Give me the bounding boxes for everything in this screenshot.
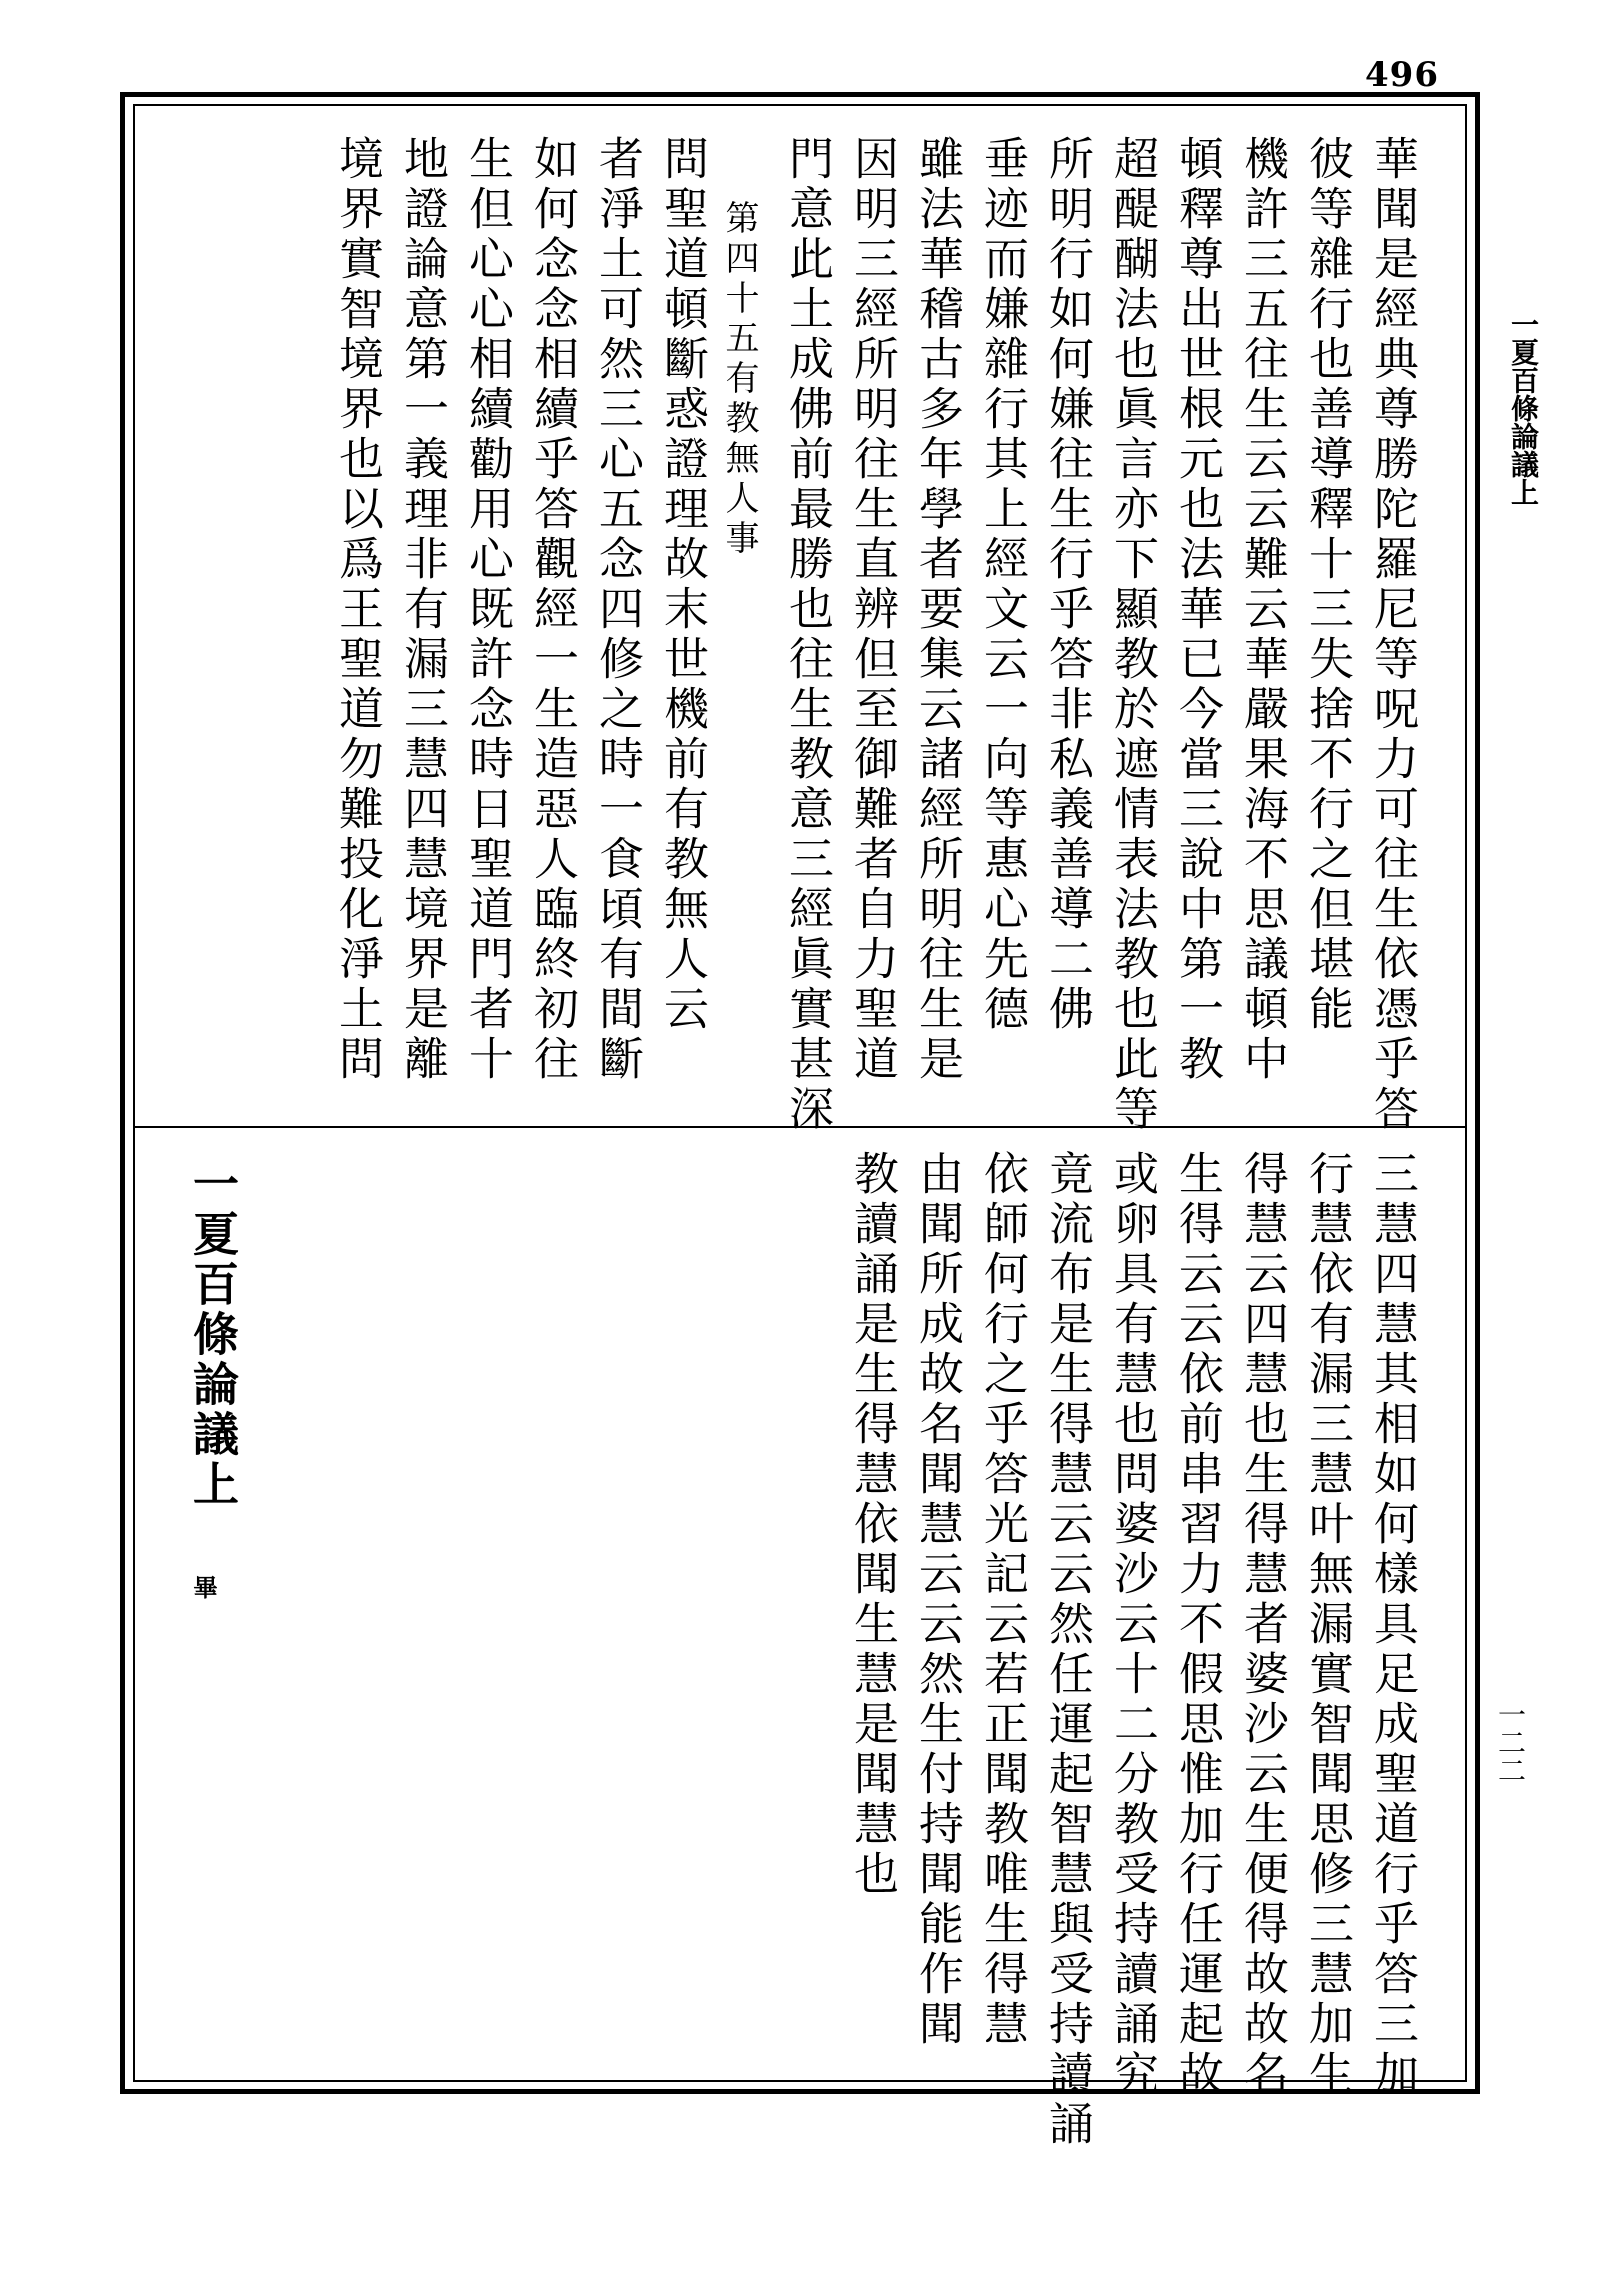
section-heading: 第四十五有教無人事 <box>719 200 759 560</box>
upper-column: 問聖道頓斷惑證理故末世機前有教無人云 <box>656 135 709 1035</box>
gutter-title: 一夏百條論議上 <box>1507 310 1540 506</box>
gutter-folio: 一二二 <box>1494 1700 1527 1784</box>
lower-column: 得慧云四慧也生得慧者婆沙云生便得故故名 <box>1236 1150 1289 2100</box>
upper-column: 生但心心相續勸用心既許念時日聖道門者十 <box>461 135 514 1085</box>
upper-column: 垂迹而嫌雜行其上經文云一向等惠心先德 <box>976 135 1029 1035</box>
upper-column: 者淨土可然三心五念四修之時一食頃有間斷 <box>591 135 644 1085</box>
lower-column: 依師何行之乎答光記云若正聞教唯生得慧 <box>976 1150 1029 2050</box>
page-number: 496 <box>1365 55 1439 95</box>
upper-column: 華聞是經典尊勝陀羅尼等呪力可往生依憑乎答 <box>1366 135 1419 1135</box>
lower-column: 由聞所成故名聞慧云云然生付持聞能作聞 <box>911 1150 964 2050</box>
upper-column: 頓釋尊出世根元也法華已今當三說中第一教 <box>1171 135 1224 1085</box>
upper-column: 所明行如何嫌往生行乎答非私義善導二佛 <box>1041 135 1094 1035</box>
lower-column: 行慧依有漏三慧叶無漏實智聞思修三慧加生 <box>1301 1150 1354 2100</box>
lower-column: 三慧四慧其相如何樣具足成聖道行乎答三加 <box>1366 1150 1419 2100</box>
lower-column: 生得云云依前串習力不假思惟加行任運起故 <box>1171 1150 1224 2100</box>
upper-column: 超醍醐法也眞言亦下顯教於遮情表法教也此等 <box>1106 135 1159 1135</box>
upper-column: 境界實智境界也以爲王聖道勿難投化淨土問 <box>331 135 384 1085</box>
upper-column: 地證論意第一義理非有漏三慧四慧境界是離 <box>396 135 449 1085</box>
lower-column: 或卵具有慧也問婆沙云十二分教受持讀誦究 <box>1106 1150 1159 2100</box>
lower-column: 教讀誦是生得慧依聞生慧是聞慧也 <box>846 1150 899 1900</box>
upper-column: 雖法華稽古多年學者要集云諸經所明往生是 <box>911 135 964 1085</box>
upper-column: 彼等雜行也善導釋十三失捨不行之但堪能 <box>1301 135 1354 1035</box>
upper-column: 因明三經所明往生直辨但至御難者自力聖道 <box>846 135 899 1085</box>
upper-column: 機許三五往生云云難云華嚴果海不思議頓中 <box>1236 135 1289 1085</box>
end-mark: 畢 <box>189 1575 218 1599</box>
end-title: 一夏百條論議上 <box>186 1160 240 1510</box>
upper-column: 門意此土成佛前最勝也往生教意三經眞實甚深 <box>781 135 834 1135</box>
lower-column: 竟流布是生得慧云云然任運起智慧與受持讀誦 <box>1041 1150 1094 2150</box>
upper-column: 如何念念相續乎答觀經一生造惡人臨終初往 <box>526 135 579 1085</box>
